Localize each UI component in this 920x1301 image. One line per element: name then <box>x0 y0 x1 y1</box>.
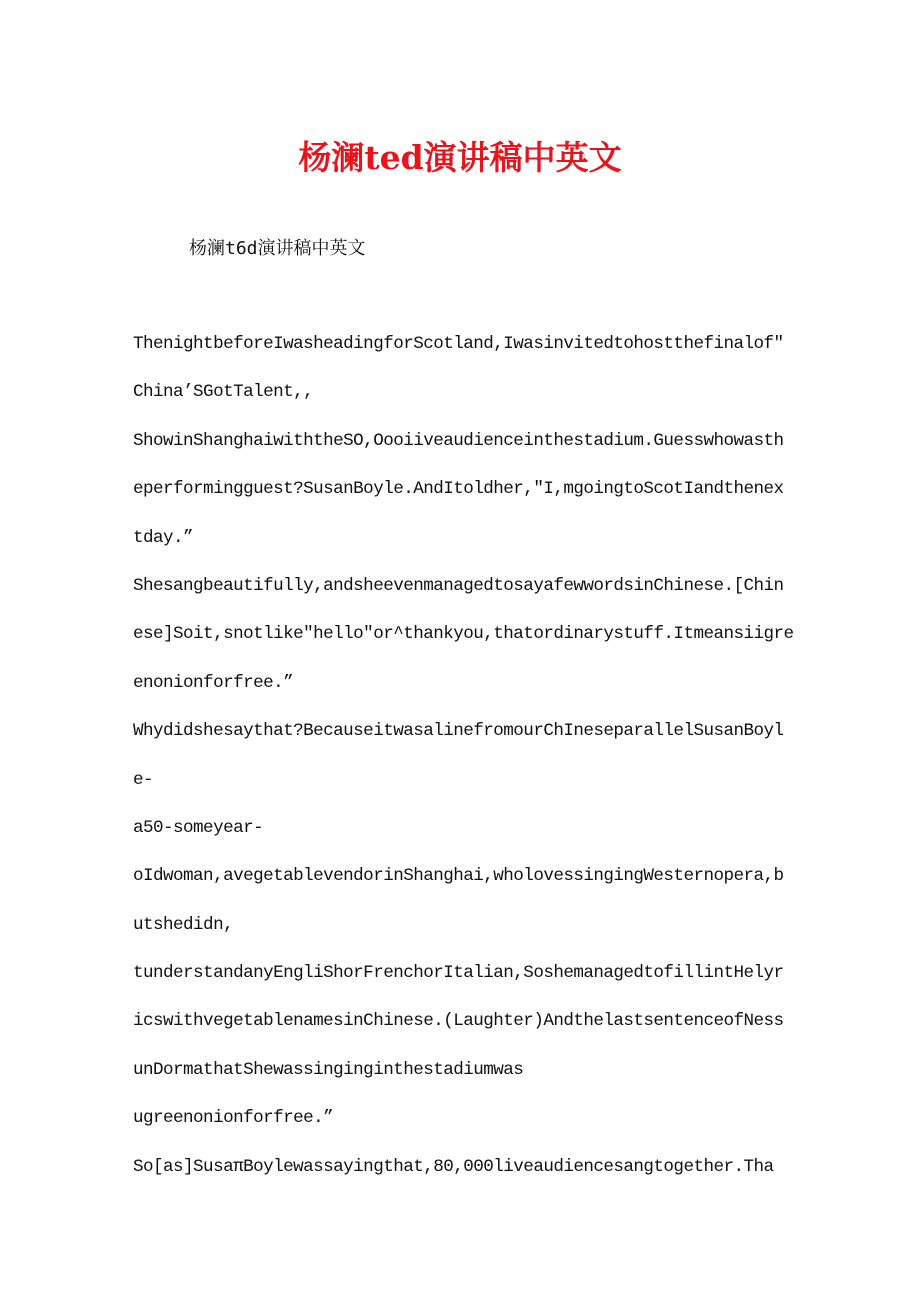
body-line: Shesangbeautifully,andsheevenmanagedtosayafewwordsinChinese.[Chin <box>133 575 784 596</box>
body-line: tday.” <box>133 527 194 548</box>
body-line: icswithvegetablenamesinChinese.(Laughter)AndthelastsentenceofNess <box>133 1011 784 1032</box>
body-line: oIdwoman,avegetablevendorinShanghai,wholovessingingWesternopera,b <box>133 866 784 887</box>
body-line: enonionforfree.” <box>133 672 294 693</box>
body-line: utshedidn, <box>133 914 234 935</box>
body-line: ugreenonionforfree.” <box>133 1108 334 1129</box>
document-subtitle: 杨澜t6d演讲稿中英文 <box>189 238 366 259</box>
body-line: unDormathatShewassinginginthestadiumwas <box>133 1059 524 1080</box>
body-line: ThenightbeforeIwasheadingforScotland,Iwasinvitedtohostthefinalof″ <box>133 334 784 354</box>
body-line: Whydidshesaythat?BecauseitwasalinefromourChIneseparallelSusanBoyl <box>133 721 784 742</box>
body-line: e- <box>133 769 154 790</box>
body-line: So[as]SusaπBoylewassayingthat,80,000liveaudiencesangtogether.Tha <box>133 1156 774 1177</box>
body-line: ese]Soit,snotlike″hello″or^thankyou,thatordinarystuff.Itmeansiigre <box>133 624 794 645</box>
body-line: eperformingguest?SusanBoyle.AndItoldher,″I,mgoingtoScotIandthenex <box>133 479 784 500</box>
document-title: 杨澜ted演讲稿中英文 <box>298 138 622 177</box>
body-line: tunderstandanyEngliShorFrenchorItalian,SoshemanagedtofillintHelyr <box>133 963 784 984</box>
document-body <box>133 330 793 1201</box>
body-line: a50-someyear- <box>133 817 264 838</box>
body-line: ShowinShanghaiwiththeSO,Oooiiveaudienceinthestadium.Guesswhowasth <box>133 430 784 451</box>
body-line: China’SGotTalent,, <box>133 382 314 403</box>
